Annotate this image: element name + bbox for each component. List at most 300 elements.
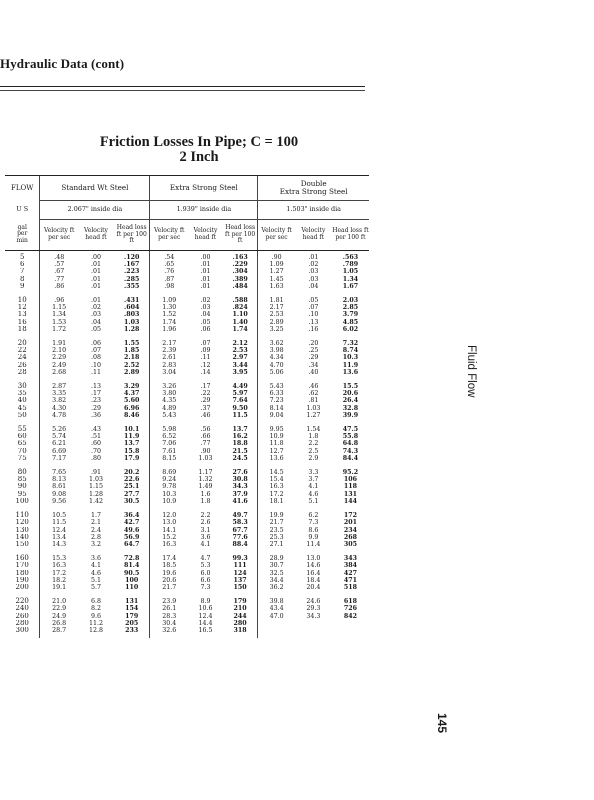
table-row — [5, 369, 369, 380]
cell-velocity-g1: 2.49 — [40, 362, 78, 369]
header-rule-thin — [0, 90, 365, 91]
cell-head-loss-g2: 137 — [233, 576, 247, 584]
cell-velocity-g3: 14.5 — [258, 466, 295, 476]
cell-head-loss-g3: 64.8 — [342, 440, 359, 448]
flow-cell: 12 — [17, 304, 27, 312]
cell-velocity-g2: 4.35 — [150, 397, 188, 404]
cell-velocity-g1: 1.53 — [40, 319, 78, 326]
cell-head-loss-g1: 64.7 — [124, 540, 140, 548]
table-row — [5, 552, 369, 562]
cell-head-loss-g3: 427 — [343, 569, 358, 577]
cell-velocity-g3: 28.9 — [258, 552, 295, 562]
cell-velocity-head-g3: 16.4 — [306, 569, 321, 577]
cell-velocity-g3: 11.8 — [258, 440, 295, 447]
cell-head-loss-g1: 15.8 — [124, 447, 140, 455]
cell-velocity-head-g2: .01 — [200, 275, 211, 283]
cell-head-loss-g2: 11.5 — [232, 411, 248, 419]
table-row — [5, 362, 369, 369]
cell-velocity-g3 — [258, 627, 295, 638]
flow-cell: 85 — [17, 476, 27, 484]
table-row — [5, 268, 369, 275]
cell-velocity-head-g2: .06 — [200, 325, 211, 333]
cell-velocity-g3: 17.2 — [258, 491, 295, 498]
cell-head-loss-g1: 72.8 — [124, 555, 140, 563]
subheader-head-loss-g2: Head loss ft per 100 ft — [223, 220, 258, 251]
cell-velocity-head-g3: 9.9 — [308, 533, 319, 541]
cell-velocity-g3: 2.17 — [258, 304, 295, 311]
cell-velocity-g1: 22.9 — [40, 605, 78, 612]
cell-head-loss-g2: 179 — [233, 598, 247, 606]
cell-velocity-g1: 3.82 — [40, 397, 78, 404]
table-row — [5, 509, 369, 519]
cell-velocity-head-g1: .08 — [90, 354, 101, 362]
cell-head-loss-g3: .789 — [342, 261, 359, 269]
cell-head-loss-g3: 4.85 — [342, 318, 359, 326]
cell-head-loss-g2: 111 — [233, 562, 247, 570]
cell-head-loss-g2: 37.9 — [232, 490, 248, 498]
table-body — [5, 251, 369, 639]
cell-velocity-head-g3: 5.1 — [308, 497, 319, 505]
cell-velocity-g1: 16.3 — [40, 562, 78, 569]
subheader-velocity-head-g1: Velocity head ft — [78, 220, 114, 251]
cell-head-loss-g3: 201 — [343, 519, 358, 527]
cell-velocity-g2: .87 — [150, 276, 188, 283]
cell-velocity-g2: 5.98 — [150, 423, 188, 433]
subheader-velocity-g2: Velocity ft per sec — [150, 220, 188, 251]
cell-head-loss-g2: 5.97 — [232, 390, 248, 398]
flow-cell: 22 — [17, 347, 27, 355]
cell-velocity-head-g1: .29 — [90, 404, 101, 412]
header-rule — [0, 86, 365, 87]
cell-velocity-g1: 2.68 — [40, 369, 78, 380]
cell-velocity-head-g3: 2.5 — [308, 447, 319, 455]
cell-head-loss-g3 — [332, 627, 369, 638]
cell-head-loss-g2: .229 — [232, 261, 248, 269]
cell-head-loss-g1: .120 — [124, 254, 140, 261]
cell-velocity-g3: 3.62 — [258, 337, 295, 347]
cell-velocity-g3: 2.89 — [258, 319, 295, 326]
cell-head-loss-g1: 36.4 — [124, 512, 140, 520]
cell-velocity-head-g1: .02 — [90, 304, 101, 312]
cell-velocity-g1: 1.91 — [40, 337, 78, 347]
cell-head-loss-g1: 1.28 — [124, 325, 140, 333]
cell-velocity-g1: 2.87 — [40, 380, 78, 390]
cell-velocity-g3: 18.1 — [258, 498, 295, 509]
cell-head-loss-g2: 2.97 — [232, 354, 248, 362]
cell-velocity-g3: 21.7 — [258, 519, 295, 526]
cell-velocity-head-g2: .56 — [200, 426, 211, 434]
cell-velocity-head-g1: .10 — [90, 361, 101, 369]
cell-velocity-head-g1: 9.6 — [90, 612, 101, 620]
flow-cell: 160 — [15, 554, 29, 563]
cell-velocity-head-g1: .11 — [90, 368, 101, 376]
cell-velocity-head-g2: 4.7 — [200, 555, 211, 563]
flow-cell: 200 — [15, 583, 29, 591]
cell-velocity-head-g3: 3.3 — [308, 469, 319, 477]
cell-velocity-g2: 19.6 — [150, 570, 188, 577]
cell-velocity-g1: 2.29 — [40, 354, 78, 361]
cell-velocity-head-g3: 2.9 — [308, 454, 319, 462]
cell-head-loss-g2: .304 — [232, 268, 248, 276]
cell-velocity-head-g1: .23 — [90, 397, 101, 405]
cell-head-loss-g1: 6.96 — [124, 404, 140, 412]
cell-velocity-g3: 8.14 — [258, 405, 295, 412]
table-row — [5, 380, 369, 390]
cell-velocity-g3: 1.63 — [258, 283, 295, 294]
cell-velocity-head-g2: 14.4 — [198, 619, 213, 627]
cell-velocity-g2: 1.30 — [150, 304, 188, 311]
table-row — [5, 412, 369, 423]
flow-cell: 60 — [17, 433, 27, 441]
cell-head-loss-g1: 233 — [125, 626, 139, 634]
cell-head-loss-g3: 144 — [343, 497, 358, 505]
cell-head-loss-g1: .604 — [124, 304, 140, 312]
cell-velocity-head-g2: 10.6 — [198, 605, 213, 613]
cell-velocity-g1: 6.21 — [40, 440, 78, 447]
cell-velocity-g3: 1.09 — [258, 261, 295, 268]
cell-velocity-g3: 39.8 — [258, 595, 295, 605]
flow-cell: 110 — [15, 511, 29, 520]
cell-velocity-head-g2: 6.0 — [200, 569, 211, 577]
cell-velocity-head-g1: .05 — [90, 325, 101, 333]
cell-head-loss-g1: 131 — [125, 598, 139, 606]
cell-head-loss-g3: 3.79 — [342, 311, 359, 319]
cell-velocity-g2: 1.96 — [150, 326, 188, 337]
cell-head-loss-g1: 5.60 — [124, 397, 140, 405]
cell-velocity-head-g3: .40 — [308, 368, 319, 376]
cell-velocity-g2: 1.52 — [150, 311, 188, 318]
cell-velocity-head-g2: 8.9 — [200, 598, 211, 606]
cell-head-loss-g3: 1.67 — [342, 282, 359, 290]
cell-velocity-g2: 13.0 — [150, 519, 188, 526]
table-row — [5, 397, 369, 404]
flow-cell: 7 — [19, 268, 25, 276]
cell-velocity-head-g2: 1.03 — [198, 454, 213, 462]
flow-cell: 13 — [17, 311, 27, 319]
cell-velocity-g3: 34.4 — [258, 577, 295, 584]
cell-head-loss-g1: 10.1 — [124, 426, 140, 434]
cell-velocity-head-g2: .01 — [200, 282, 211, 290]
flow-cell: 90 — [17, 483, 27, 491]
cell-velocity-head-g1: 1.15 — [88, 483, 103, 491]
flow-cell: 70 — [17, 447, 27, 455]
cell-velocity-g2: 1.74 — [150, 319, 188, 326]
cell-velocity-head-g2: 1.32 — [198, 476, 213, 484]
flow-units-line2: gal — [17, 223, 27, 231]
cell-velocity-head-g1: 8.2 — [90, 605, 101, 613]
cell-velocity-head-g3: 4.6 — [308, 490, 319, 498]
cell-velocity-head-g1: .01 — [90, 261, 101, 269]
table-row — [5, 476, 369, 483]
cell-velocity-head-g1: 4.6 — [90, 569, 101, 577]
flow-cell: 18 — [17, 325, 27, 333]
cell-velocity-head-g1: .03 — [90, 311, 101, 319]
cell-velocity-head-g3: 34.3 — [306, 612, 321, 620]
cell-velocity-head-g2: .46 — [200, 411, 211, 419]
table-row — [5, 519, 369, 526]
cell-head-loss-g2: 2.12 — [232, 340, 248, 348]
cell-velocity-g1: 7.65 — [40, 466, 78, 476]
cell-head-loss-g1: 49.6 — [124, 526, 140, 534]
cell-head-loss-g2: 2.53 — [232, 347, 248, 355]
cell-velocity-g2: 14.1 — [150, 527, 188, 534]
cell-head-loss-g1: .803 — [124, 311, 140, 319]
flow-units-line3: per — [17, 230, 28, 238]
cell-velocity-head-g1: 5.1 — [90, 576, 101, 584]
cell-velocity-head-g3: .10 — [308, 311, 319, 319]
section-header: Hydraulic Data (cont) — [0, 56, 125, 71]
table-row — [5, 337, 369, 347]
cell-velocity-head-g1: 11.2 — [88, 619, 103, 627]
table-row — [5, 276, 369, 283]
table-row — [5, 613, 369, 620]
flow-cell: 80 — [17, 468, 27, 477]
flow-cell: 9 — [19, 282, 25, 290]
cell-head-loss-g2: 210 — [233, 605, 247, 613]
cell-head-loss-g1: 90.5 — [124, 569, 140, 577]
cell-velocity-g1: 7.17 — [40, 455, 78, 466]
cell-head-loss-g2: 244 — [233, 612, 247, 620]
cell-velocity-g1: 4.30 — [40, 405, 78, 412]
cell-velocity-g1: 4.78 — [40, 412, 78, 423]
cell-velocity-head-g1: .60 — [90, 440, 101, 448]
flow-cell: 35 — [17, 390, 27, 398]
table-row — [5, 354, 369, 361]
table-row — [5, 584, 369, 595]
cell-head-loss-g3: 726 — [343, 605, 358, 613]
table-row — [5, 483, 369, 490]
cell-head-loss-g1: 154 — [125, 605, 139, 613]
cell-velocity-g3: 5.06 — [258, 369, 295, 380]
cell-velocity-g2: 10.3 — [150, 491, 188, 498]
cell-velocity-head-g3: 18.4 — [306, 576, 321, 584]
flow-cell: 50 — [17, 411, 27, 419]
cell-velocity-head-g1: .43 — [90, 426, 101, 434]
cell-velocity-head-g2: 1.17 — [198, 469, 213, 477]
flow-units-line1: U S — [16, 205, 29, 214]
cell-head-loss-g1: 110 — [125, 583, 139, 591]
cell-velocity-g3: .90 — [258, 251, 295, 262]
cell-velocity-g3: 25.3 — [258, 534, 295, 541]
flow-cell: 28 — [17, 368, 27, 376]
cell-head-loss-g1: 81.4 — [124, 562, 140, 570]
cell-velocity-g3: 43.4 — [258, 605, 295, 612]
cell-velocity-head-g3: 7.3 — [308, 519, 319, 527]
cell-velocity-g2: 3.80 — [150, 390, 188, 397]
cell-velocity-head-g3: .46 — [308, 383, 319, 391]
group-header-double-line1: Double — [300, 179, 327, 188]
cell-head-loss-g2: 3.95 — [232, 368, 248, 376]
cell-velocity-head-g2: .02 — [200, 297, 211, 305]
cell-velocity-g1: 5.74 — [40, 433, 78, 440]
cell-head-loss-g2: 41.6 — [232, 497, 248, 505]
page-number: 145 — [435, 713, 449, 734]
cell-head-loss-g3: 74.3 — [342, 447, 359, 455]
cell-velocity-g3: 5.43 — [258, 380, 295, 390]
cell-velocity-head-g3: .05 — [308, 297, 319, 305]
cell-head-loss-g3: 842 — [343, 612, 358, 620]
subheader-head-loss-g3: Head loss ft per 100 ft — [332, 220, 369, 251]
cell-head-loss-g1: 1.03 — [124, 318, 140, 326]
cell-velocity-g2: 8.69 — [150, 466, 188, 476]
cell-head-loss-g3: 1.05 — [342, 268, 359, 276]
cell-head-loss-g3: 11.9 — [342, 361, 359, 369]
cell-velocity-g2: 2.83 — [150, 362, 188, 369]
cell-velocity-g3: 1.45 — [258, 276, 295, 283]
cell-velocity-g1: 28.7 — [40, 627, 78, 638]
cell-head-loss-g2: 3.44 — [232, 361, 248, 369]
cell-velocity-head-g2: 1.6 — [200, 490, 211, 498]
flow-cell: 20 — [17, 339, 27, 348]
table-row — [5, 405, 369, 412]
cell-head-loss-g3: 172 — [343, 512, 358, 520]
cell-velocity-head-g1: .36 — [90, 411, 101, 419]
flow-cell: 130 — [15, 526, 29, 534]
cell-velocity-g2: 2.39 — [150, 347, 188, 354]
cell-velocity-g2: 2.61 — [150, 354, 188, 361]
cell-head-loss-g2: 30.8 — [232, 476, 248, 484]
cell-head-loss-g1: 30.5 — [124, 497, 140, 505]
cell-head-loss-g1: .431 — [124, 297, 140, 305]
cell-velocity-head-g1: 1.28 — [88, 490, 103, 498]
cell-velocity-g2: 21.7 — [150, 584, 188, 595]
cell-velocity-g3: 1.27 — [258, 268, 295, 275]
cell-velocity-g3: 32.5 — [258, 570, 295, 577]
cell-velocity-head-g1: .04 — [90, 318, 101, 326]
cell-velocity-g3: 30.7 — [258, 562, 295, 569]
flow-cell: 170 — [15, 562, 29, 570]
cell-head-loss-g2: 67.7 — [232, 526, 248, 534]
cell-velocity-g3: 7.23 — [258, 397, 295, 404]
cell-head-loss-g2: 27.6 — [232, 469, 248, 477]
flow-units — [5, 220, 40, 251]
cell-velocity-head-g2: .17 — [200, 383, 211, 391]
flow-cell: 240 — [15, 605, 29, 613]
cell-velocity-g2: 7.06 — [150, 440, 188, 447]
cell-velocity-g2: 17.4 — [150, 552, 188, 562]
cell-velocity-g3: 9.04 — [258, 412, 295, 423]
group-header-extra-strong: Extra Strong Steel — [150, 176, 258, 201]
table-row — [5, 605, 369, 612]
flow-cell: 120 — [15, 519, 29, 527]
cell-head-loss-g3: 7.32 — [342, 340, 359, 348]
table-row — [5, 319, 369, 326]
cell-head-loss-g2: 9.50 — [232, 404, 248, 412]
flow-units-line4: min — [16, 237, 28, 245]
flow-cell: 40 — [17, 397, 27, 405]
cell-velocity-head-g3: 8.6 — [308, 526, 319, 534]
cell-velocity-g1: 15.3 — [40, 552, 78, 562]
title-line-1: Friction Losses In Pipe; C = 100 — [99, 134, 299, 150]
cell-velocity-head-g2: .66 — [200, 433, 211, 441]
cell-head-loss-g1: 2.89 — [124, 368, 140, 376]
table-row — [5, 347, 369, 354]
cell-velocity-head-g3: .62 — [308, 390, 319, 398]
cell-velocity-g3: 10.9 — [258, 433, 295, 440]
cell-head-loss-g1: 42.7 — [124, 519, 140, 527]
cell-velocity-g2: 8.15 — [150, 455, 188, 466]
cell-head-loss-g2: 4.49 — [232, 383, 248, 391]
cell-velocity-head-g1: 3.6 — [90, 555, 101, 563]
cell-velocity-head-g2: .14 — [200, 368, 211, 376]
diameter-standard: 2.067" inside dia — [40, 201, 150, 220]
cell-velocity-head-g2: 12.4 — [198, 612, 213, 620]
cell-head-loss-g1: 22.6 — [124, 476, 140, 484]
cell-velocity-g1: 8.61 — [40, 483, 78, 490]
cell-head-loss-g1: 27.7 — [124, 490, 140, 498]
cell-head-loss-g1: 2.18 — [124, 354, 140, 362]
cell-head-loss-g2: 1.74 — [232, 325, 248, 333]
cell-velocity-g2: .76 — [150, 268, 188, 275]
cell-velocity-head-g2: .22 — [200, 390, 211, 398]
cell-velocity-head-g2: 3.1 — [200, 526, 211, 534]
cell-head-loss-g1: 11.9 — [124, 433, 140, 441]
cell-velocity-head-g3: .29 — [308, 354, 319, 362]
cell-velocity-head-g3: .25 — [308, 347, 319, 355]
subheader-velocity-g1: Velocity ft per sec — [40, 220, 78, 251]
cell-velocity-head-g3: .03 — [308, 268, 319, 276]
cell-head-loss-g3: 268 — [343, 533, 358, 541]
cell-velocity-head-g1: .01 — [90, 282, 101, 290]
flow-cell: 45 — [17, 404, 27, 412]
cell-velocity-g3: 2.53 — [258, 311, 295, 318]
cell-head-loss-g3: 518 — [343, 583, 358, 591]
flow-cell: 6 — [19, 261, 25, 269]
cell-head-loss-g1: 2.52 — [124, 361, 140, 369]
cell-velocity-g2: 9.24 — [150, 476, 188, 483]
cell-head-loss-g1: 20.2 — [124, 469, 140, 477]
cell-velocity-g3: 3.98 — [258, 347, 295, 354]
cell-head-loss-g2: 18.8 — [232, 440, 248, 448]
cell-head-loss-g3: 1.34 — [342, 275, 359, 283]
cell-head-loss-g3: 6.02 — [342, 325, 359, 333]
cell-head-loss-g1: 1.55 — [124, 340, 140, 348]
cell-velocity-head-g3: .20 — [308, 340, 319, 348]
cell-velocity-head-g1: .91 — [90, 469, 101, 477]
cell-head-loss-g3: 39.9 — [342, 411, 359, 419]
cell-velocity-head-g2: 3.6 — [200, 533, 211, 541]
cell-head-loss-g3: 305 — [343, 540, 358, 548]
flow-cell: 16 — [17, 318, 27, 326]
cell-velocity-head-g3: 3.7 — [308, 476, 319, 484]
cell-velocity-g3: 4.70 — [258, 362, 295, 369]
subheader-head-loss-g1: Head loss ft per 100 ft — [114, 220, 150, 251]
table-row — [5, 448, 369, 455]
cell-head-loss-g3: 15.5 — [342, 383, 359, 391]
cell-head-loss-g2: 88.4 — [232, 540, 248, 548]
cell-velocity-g1: 21.0 — [40, 595, 78, 605]
cell-head-loss-g1: .223 — [124, 268, 140, 276]
cell-head-loss-g3: 47.5 — [342, 426, 359, 434]
cell-velocity-g1: 3.35 — [40, 390, 78, 397]
cell-velocity-head-g1: .01 — [90, 275, 101, 283]
cell-velocity-g1: 19.1 — [40, 584, 78, 595]
cell-velocity-head-g1: .06 — [90, 340, 101, 348]
table-row — [5, 283, 369, 294]
flow-cell: 26 — [17, 361, 27, 369]
cell-head-loss-g2: 280 — [233, 619, 247, 627]
cell-velocity-head-g3: .03 — [308, 275, 319, 283]
cell-velocity-g2: 6.52 — [150, 433, 188, 440]
cell-velocity-head-g2: .11 — [200, 354, 211, 362]
cell-velocity-g1: 5.26 — [40, 423, 78, 433]
cell-velocity-g1: .86 — [40, 283, 78, 294]
cell-velocity-g2: 4.89 — [150, 405, 188, 412]
cell-head-loss-g2: 1.40 — [232, 318, 248, 326]
cell-velocity-g1: 1.34 — [40, 311, 78, 318]
cell-head-loss-g2: 58.3 — [232, 519, 248, 527]
cell-velocity-head-g1: .07 — [90, 347, 101, 355]
